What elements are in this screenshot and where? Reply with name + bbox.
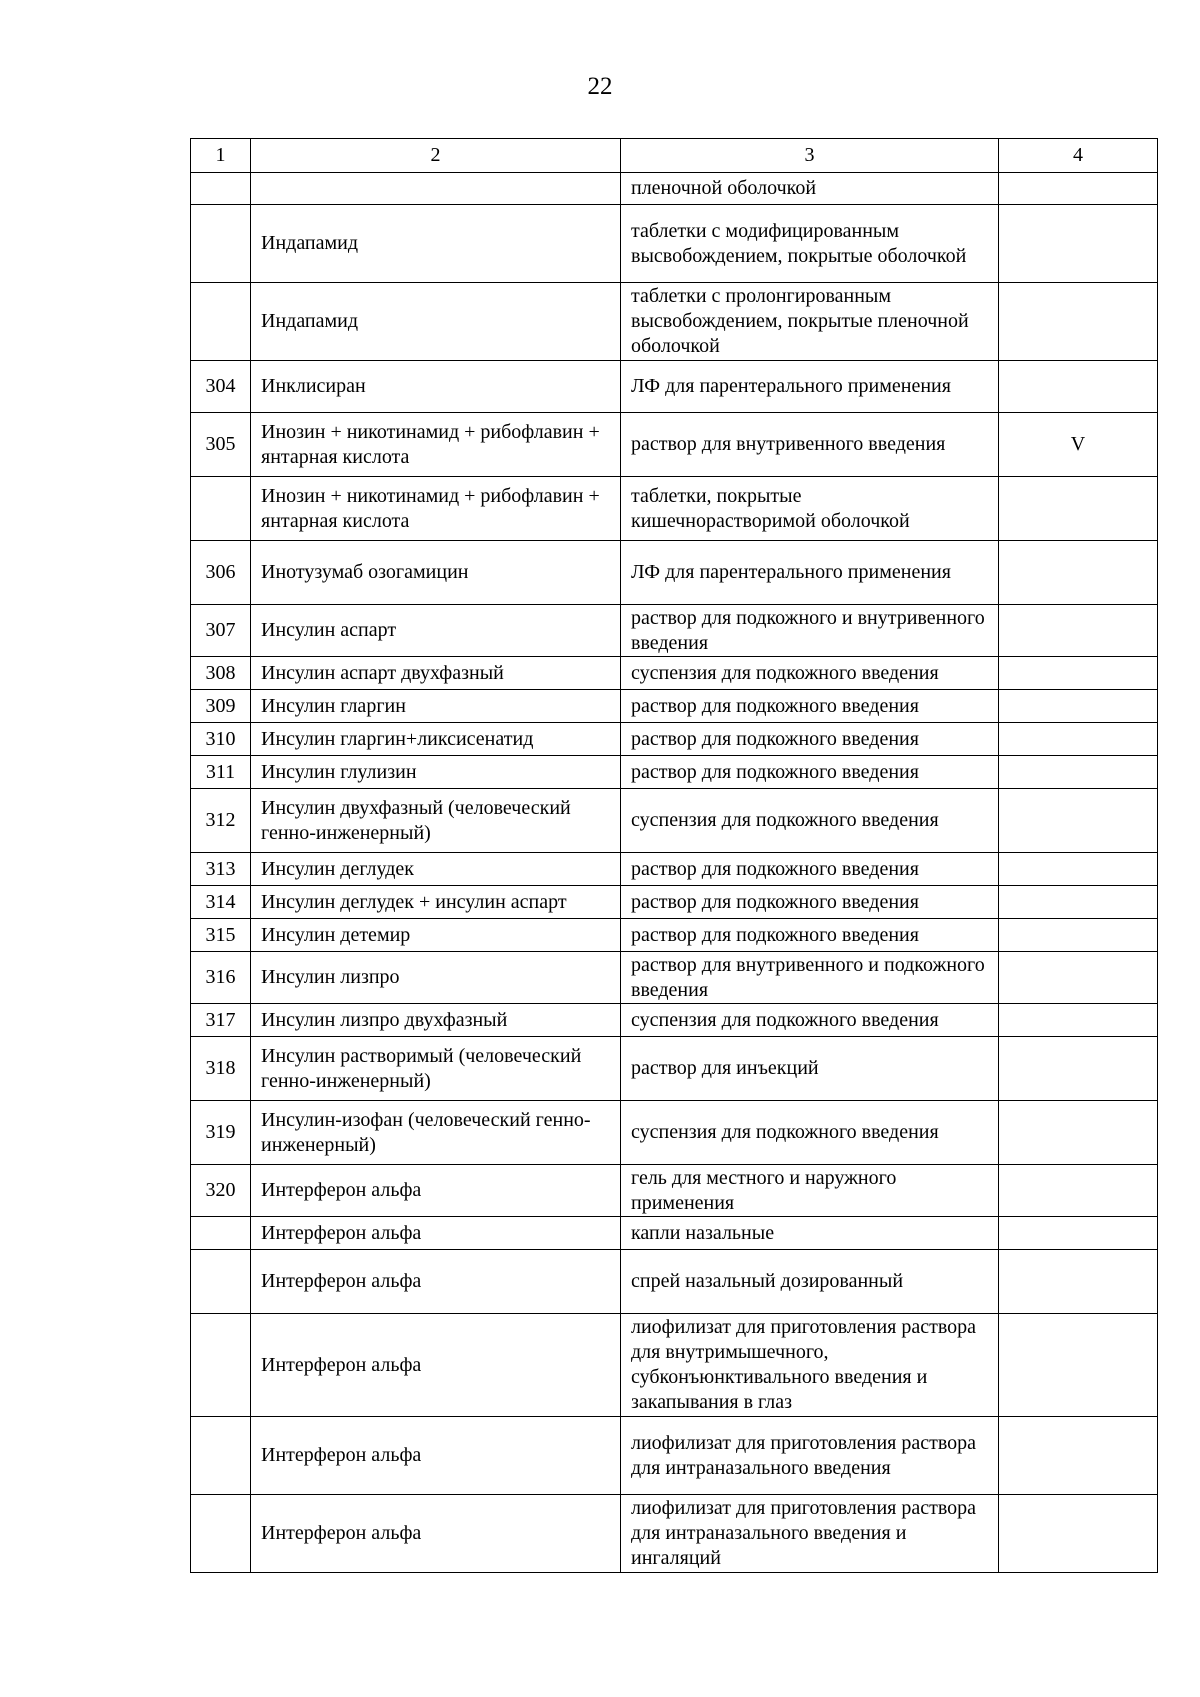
dosage-form-cell: раствор для внутривенного введения [621, 413, 999, 477]
table-row [191, 1314, 1158, 1417]
drug-name-cell [251, 173, 621, 205]
mark-cell: V [999, 413, 1158, 477]
table-header-row [191, 139, 1158, 173]
row-number-cell [191, 1417, 251, 1495]
row-number-cell: 309 [191, 690, 251, 723]
drug-name-cell: Инсулин детемир [251, 919, 621, 952]
mark-cell [999, 205, 1158, 283]
drug-name-cell: Инсулин деглудек + инсулин аспарт [251, 886, 621, 919]
dosage-form-cell: раствор для подкожного введения [621, 756, 999, 789]
dosage-form-cell: ЛФ для парентерального применения [621, 361, 999, 413]
mark-cell [999, 1101, 1158, 1165]
column-header-1: 1 [191, 139, 251, 173]
mark-cell [999, 789, 1158, 853]
table-row [191, 1037, 1158, 1101]
table-row [191, 952, 1158, 1004]
table-row [191, 1417, 1158, 1495]
dosage-form-cell: пленочной оболочкой [621, 173, 999, 205]
drug-name-cell: Инсулин аспарт двухфазный [251, 657, 621, 690]
table-row [191, 756, 1158, 789]
table-row [191, 605, 1158, 657]
dosage-form-cell: раствор для подкожного и внутривенного введения [621, 605, 999, 657]
dosage-form-cell: суспензия для подкожного введения [621, 789, 999, 853]
dosage-form-cell: спрей назальный дозированный [621, 1250, 999, 1314]
drug-name-cell: Интерферон альфа [251, 1495, 621, 1573]
row-number-cell: 318 [191, 1037, 251, 1101]
mark-cell [999, 657, 1158, 690]
mark-cell [999, 1217, 1158, 1250]
page-number: 22 [587, 73, 613, 100]
dosage-form-cell: суспензия для подкожного введения [621, 1101, 999, 1165]
mark-cell [999, 919, 1158, 952]
table-row [191, 657, 1158, 690]
table-row [191, 789, 1158, 853]
mark-cell [999, 853, 1158, 886]
row-number-cell [191, 1314, 251, 1417]
drug-name-cell: Интерферон альфа [251, 1217, 621, 1250]
row-number-cell: 317 [191, 1004, 251, 1037]
row-number-cell: 306 [191, 541, 251, 605]
drug-name-cell: Инсулин лизпро [251, 952, 621, 1004]
mark-cell [999, 283, 1158, 361]
drug-name-cell: Инозин + никотинамид + рибофлавин + янтарная кислота [251, 477, 621, 541]
dosage-form-cell: суспензия для подкожного введения [621, 657, 999, 690]
table-row [191, 1165, 1158, 1217]
row-number-cell: 308 [191, 657, 251, 690]
row-number-cell: 313 [191, 853, 251, 886]
drug-name-cell: Интерферон альфа [251, 1417, 621, 1495]
drug-name-cell: Инсулин гларгин [251, 690, 621, 723]
mark-cell [999, 1165, 1158, 1217]
drug-name-cell: Индапамид [251, 205, 621, 283]
mark-cell [999, 361, 1158, 413]
table-row [191, 723, 1158, 756]
dosage-form-cell: раствор для подкожного введения [621, 919, 999, 952]
dosage-form-cell: лиофилизат для приготовления раствора для интраназального введения [621, 1417, 999, 1495]
table-row [191, 1101, 1158, 1165]
drug-name-cell: Инсулин глулизин [251, 756, 621, 789]
table-row [191, 477, 1158, 541]
dosage-form-cell: лиофилизат для приготовления раствора для интраназального введения и ингаляций [621, 1495, 999, 1573]
table-row [191, 1004, 1158, 1037]
drug-name-cell: Инсулин гларгин+ликсисенатид [251, 723, 621, 756]
drug-name-cell: Инсулин двухфазный (человеческий генно-инженерный) [251, 789, 621, 853]
drug-name-cell: Инсулин деглудек [251, 853, 621, 886]
row-number-cell: 314 [191, 886, 251, 919]
drug-name-cell: Интерферон альфа [251, 1314, 621, 1417]
table-row [191, 1217, 1158, 1250]
dosage-form-cell: капли назальные [621, 1217, 999, 1250]
drug-name-cell: Инсулин-изофан (человеческий генно-инженерный) [251, 1101, 621, 1165]
row-number-cell: 310 [191, 723, 251, 756]
row-number-cell [191, 1495, 251, 1573]
mark-cell [999, 1037, 1158, 1101]
mark-cell [999, 605, 1158, 657]
dosage-form-cell: раствор для подкожного введения [621, 853, 999, 886]
row-number-cell: 312 [191, 789, 251, 853]
dosage-form-cell: таблетки с пролонгированным высвобождением, покрытые пленочной оболочкой [621, 283, 999, 361]
table-row [191, 173, 1158, 205]
table-row [191, 205, 1158, 283]
drug-name-cell: Инсулин лизпро двухфазный [251, 1004, 621, 1037]
mark-cell [999, 1314, 1158, 1417]
mark-cell [999, 952, 1158, 1004]
mark-cell [999, 1495, 1158, 1573]
row-number-cell: 316 [191, 952, 251, 1004]
table-row [191, 853, 1158, 886]
row-number-cell: 307 [191, 605, 251, 657]
dosage-form-cell: таблетки, покрытые кишечнорастворимой оболочкой [621, 477, 999, 541]
mark-cell [999, 690, 1158, 723]
dosage-form-cell: раствор для подкожного введения [621, 690, 999, 723]
row-number-cell: 320 [191, 1165, 251, 1217]
row-number-cell [191, 205, 251, 283]
row-number-cell: 315 [191, 919, 251, 952]
table-row [191, 283, 1158, 361]
mark-cell [999, 1004, 1158, 1037]
mark-cell [999, 1417, 1158, 1495]
row-number-cell: 319 [191, 1101, 251, 1165]
mark-cell [999, 1250, 1158, 1314]
row-number-cell [191, 283, 251, 361]
drug-name-cell: Инозин + никотинамид + рибофлавин + янтарная кислота [251, 413, 621, 477]
dosage-form-cell: раствор для подкожного введения [621, 886, 999, 919]
drug-name-cell: Инсулин аспарт [251, 605, 621, 657]
table-row [191, 1495, 1158, 1573]
drug-name-cell: Интерферон альфа [251, 1165, 621, 1217]
table-row [191, 919, 1158, 952]
drug-name-cell: Индапамид [251, 283, 621, 361]
mark-cell [999, 756, 1158, 789]
row-number-cell [191, 477, 251, 541]
row-number-cell [191, 1217, 251, 1250]
drug-name-cell: Инотузумаб озогамицин [251, 541, 621, 605]
table-body [191, 139, 1158, 1573]
mark-cell [999, 723, 1158, 756]
column-header-2: 2 [251, 139, 621, 173]
row-number-cell [191, 1250, 251, 1314]
table-row [191, 690, 1158, 723]
mark-cell [999, 477, 1158, 541]
dosage-form-cell: таблетки с модифицированным высвобождением, покрытые оболочкой [621, 205, 999, 283]
dosage-form-cell: гель для местного и наружного применения [621, 1165, 999, 1217]
dosage-form-cell: суспензия для подкожного введения [621, 1004, 999, 1037]
row-number-cell: 304 [191, 361, 251, 413]
mark-cell [999, 886, 1158, 919]
drug-name-cell: Инсулин растворимый (человеческий генно-инженерный) [251, 1037, 621, 1101]
mark-cell [999, 173, 1158, 205]
table-row [191, 413, 1158, 477]
mark-cell [999, 541, 1158, 605]
drug-name-cell: Интерферон альфа [251, 1250, 621, 1314]
table-row [191, 541, 1158, 605]
table-row [191, 886, 1158, 919]
column-header-3: 3 [621, 139, 999, 173]
dosage-form-cell: ЛФ для парентерального применения [621, 541, 999, 605]
row-number-cell: 305 [191, 413, 251, 477]
dosage-form-cell: раствор для внутривенного и подкожного введения [621, 952, 999, 1004]
dosage-form-cell: раствор для подкожного введения [621, 723, 999, 756]
drug-table [190, 138, 1158, 1573]
dosage-form-cell: лиофилизат для приготовления раствора для внутримышечного, субконъюнктивального введения и закапывания в глаз [621, 1314, 999, 1417]
table-row [191, 1250, 1158, 1314]
row-number-cell [191, 173, 251, 205]
table-row [191, 361, 1158, 413]
drug-name-cell: Инклисиран [251, 361, 621, 413]
dosage-form-cell: раствор для инъекций [621, 1037, 999, 1101]
row-number-cell: 311 [191, 756, 251, 789]
column-header-4: 4 [999, 139, 1158, 173]
